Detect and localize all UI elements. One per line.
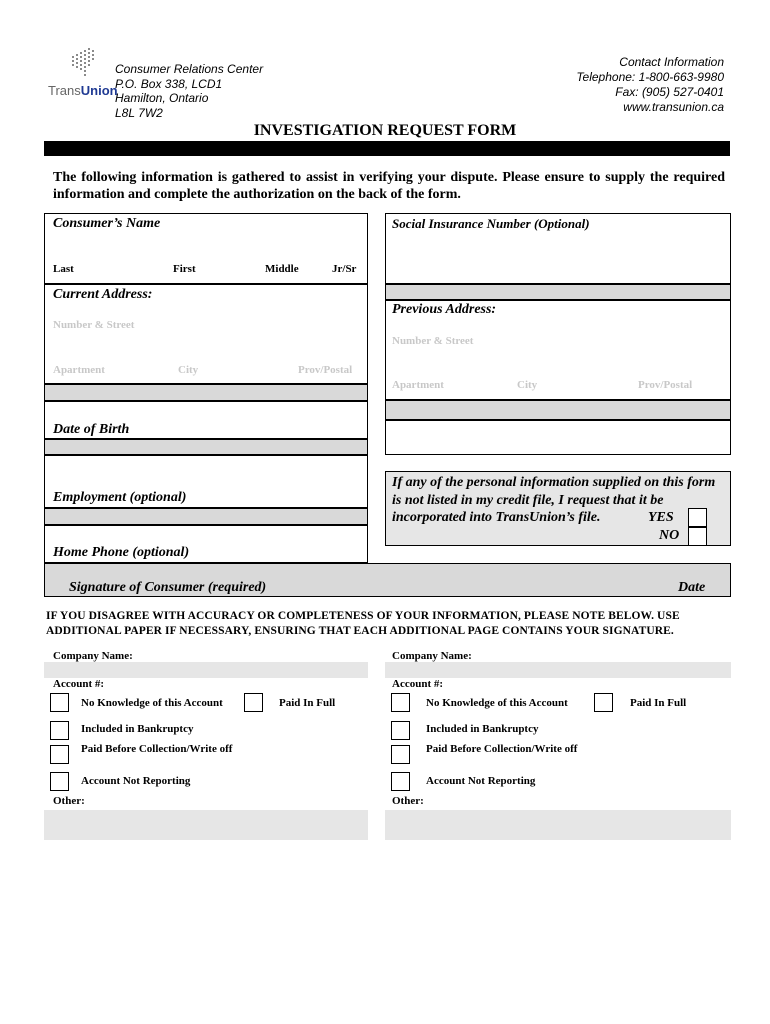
sin-label: Social Insurance Number (Optional): [392, 216, 590, 231]
paid-in-full-checkbox[interactable]: [594, 693, 613, 712]
no-label: NO: [659, 528, 680, 543]
intro-text: The following information is gathered to assist in verifying your dispute. Please ensure to supply the required information and complete the authorization on the back of the form.: [53, 170, 725, 202]
signature-label: Signature of Consumer (required): [69, 580, 267, 595]
previous-street-field[interactable]: Number & Street: [392, 335, 474, 347]
logo-dots-icon: [70, 48, 100, 84]
previous-prov-postal-field[interactable]: Prov/Postal: [638, 379, 693, 391]
name-part-first[interactable]: First: [173, 263, 196, 275]
address-line: P.O. Box 338, LCD1: [115, 76, 223, 91]
contact-heading: Contact Information: [619, 55, 724, 69]
gray-divider: [44, 384, 368, 401]
blank-field[interactable]: [385, 420, 731, 455]
no-knowledge-checkbox[interactable]: [391, 693, 410, 712]
company-name-input[interactable]: [44, 662, 368, 678]
company-name-input[interactable]: [385, 662, 731, 678]
paid-before-label: Paid Before Collection/Write off: [426, 743, 578, 755]
other-input[interactable]: [44, 810, 368, 840]
date-label: Date: [678, 580, 706, 595]
previous-address-label: Previous Address:: [392, 302, 497, 317]
not-reporting-checkbox[interactable]: [391, 772, 410, 791]
bankruptcy-checkbox[interactable]: [50, 721, 69, 740]
contact-block: [576, 55, 724, 115]
gray-divider: [385, 400, 731, 420]
home-phone-label: Home Phone (optional): [53, 545, 190, 560]
company-name-label: Company Name:: [392, 650, 472, 662]
page-title: INVESTIGATION REQUEST FORM: [253, 122, 517, 139]
bankruptcy-label: Included in Bankruptcy: [81, 723, 194, 735]
name-part-suffix[interactable]: Jr/Sr: [332, 263, 357, 275]
previous-apartment-field[interactable]: Apartment: [392, 379, 444, 391]
current-street-field[interactable]: Number & Street: [53, 319, 135, 331]
no-knowledge-checkbox[interactable]: [50, 693, 69, 712]
paid-in-full-label: Paid In Full: [630, 697, 687, 709]
current-city-field[interactable]: City: [178, 364, 199, 376]
logo-text-trans: Trans: [48, 83, 81, 98]
current-address-label: Current Address:: [53, 287, 153, 302]
yes-checkbox[interactable]: [688, 508, 707, 527]
consumer-name-label: Consumer’s Name: [53, 216, 161, 231]
employment-label: Employment (optional): [53, 490, 187, 505]
no-checkbox[interactable]: [688, 527, 707, 546]
logo-text-union: Union: [80, 83, 118, 98]
address-line: Hamilton, Ontario: [115, 91, 209, 105]
bankruptcy-checkbox[interactable]: [391, 721, 410, 740]
dob-label: Date of Birth: [53, 422, 130, 437]
contact-telephone: Telephone: 1-800-663-9980: [576, 70, 724, 84]
name-part-middle[interactable]: Middle: [265, 263, 299, 275]
yes-label: YES: [648, 510, 674, 525]
address-line: Consumer Relations Center: [115, 62, 264, 76]
address-line: L8L 7W2: [115, 105, 163, 120]
name-part-last[interactable]: Last: [53, 263, 74, 275]
transunion-logo: [48, 48, 118, 100]
not-reporting-checkbox[interactable]: [50, 772, 69, 791]
other-label: Other:: [392, 795, 424, 807]
bankruptcy-label: Included in Bankruptcy: [426, 723, 539, 735]
previous-city-field[interactable]: City: [517, 379, 538, 391]
account-number-label: Account #:: [53, 678, 105, 690]
other-input[interactable]: [385, 810, 731, 840]
paid-in-full-label: Paid In Full: [279, 697, 336, 709]
title-bar: [44, 141, 730, 156]
account-number-label: Account #:: [392, 678, 444, 690]
no-knowledge-label: No Knowledge of this Account: [426, 697, 568, 709]
contact-fax: Fax: (905) 527-0401: [615, 85, 724, 99]
not-reporting-label: Account Not Reporting: [426, 775, 536, 787]
not-reporting-label: Account Not Reporting: [81, 775, 191, 787]
paid-before-checkbox[interactable]: [50, 745, 69, 764]
current-apartment-field[interactable]: Apartment: [53, 364, 105, 376]
other-label: Other:: [53, 795, 85, 807]
address-block: [115, 62, 263, 120]
consent-text: If any of the personal information supplied on this form is not listed in my credit file, I request that it be incorporated into TransUnion’s file.: [392, 475, 716, 525]
paid-before-label: Paid Before Collection/Write off: [81, 743, 233, 755]
paid-before-checkbox[interactable]: [391, 745, 410, 764]
company-name-label: Company Name:: [53, 650, 133, 662]
gray-divider: [385, 284, 731, 300]
no-knowledge-label: No Knowledge of this Account: [81, 697, 223, 709]
paid-in-full-checkbox[interactable]: [244, 693, 263, 712]
gray-divider: [44, 508, 368, 525]
contact-website: www.transunion.ca: [623, 100, 724, 114]
current-prov-postal-field[interactable]: Prov/Postal: [298, 364, 353, 376]
gray-divider: [44, 439, 368, 455]
disagree-note: IF YOU DISAGREE WITH ACCURACY OR COMPLETENESS OF YOUR INFORMATION, PLEASE NOTE BELOW. USE ADDITIONAL PAPER IF NECESSARY, ENSURING THAT EACH ADDITIONAL PAGE CONTAINS YOUR SIGNATURE.: [46, 610, 680, 637]
